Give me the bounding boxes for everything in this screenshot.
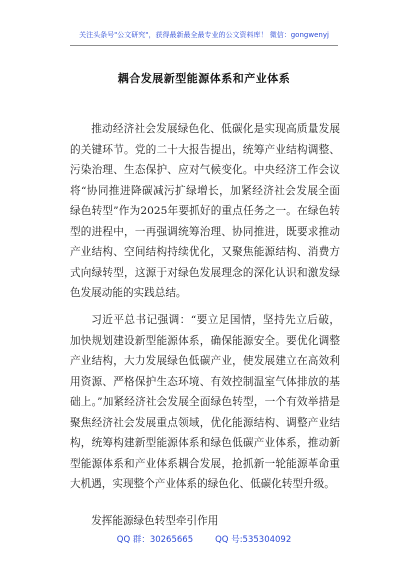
section-heading: 发挥能源绿色转型牵引作用 [91, 515, 219, 527]
document-title: 耦合发展新型能源体系和产业体系 [117, 72, 291, 85]
header-divider [70, 45, 338, 46]
header-promo-text: 关注头条号"公文研究"，获得最新最全最专业的公文资料库！ 微信：gongwenyj [79, 31, 329, 39]
body-paragraph-1: 推动经济社会发展绿色化、低碳化是实现高质量发展的关键环节。党的二十大报告提出，统筹产业结构调整、污染治理、生态保护、应对气候变化。中央经济工作会议将“协同推进降碳减污扩绿增长，加紧经济社会发展全面绿色转型”作为2025年要抓好的重点任务之一。在绿色转型的进程中，一再强调统筹治理、协同推进，既要求推动产业结构、空间结构持续优化，又聚焦能源结构、消费方式向绿转型，这源于对绿色发展理念的深化认识和激发绿色发展动能的实践总结。 [70, 123, 340, 299]
footer-contact [0, 533, 408, 545]
footer-qq-group: QQ 群：30265665 [116, 535, 194, 545]
footer-qq-number: QQ 号:535304092 [215, 535, 292, 545]
body-paragraph-2: 习近平总书记强调：“要立足国情，坚持先立后破，加快规划建设新型能源体系，确保能源安全。要优化调整产业结构，大力发展绿色低碳产业，使发展建立在高效利用资源、严格保护生态环境、有效控制温室气体排放的基础上。”加紧经济社会发展全面绿色转型，一个有效举措是聚焦经济社会发展重点领域，优化能源结构、调整产业结构，统筹构建新型能源体系和绿色低碳产业体系，推动新型能源体系和产业体系耦合发展，抢抓新一轮能源革命重大机遇，实现整个产业体系的绿色化、低碳化转型升级。 [70, 314, 340, 490]
